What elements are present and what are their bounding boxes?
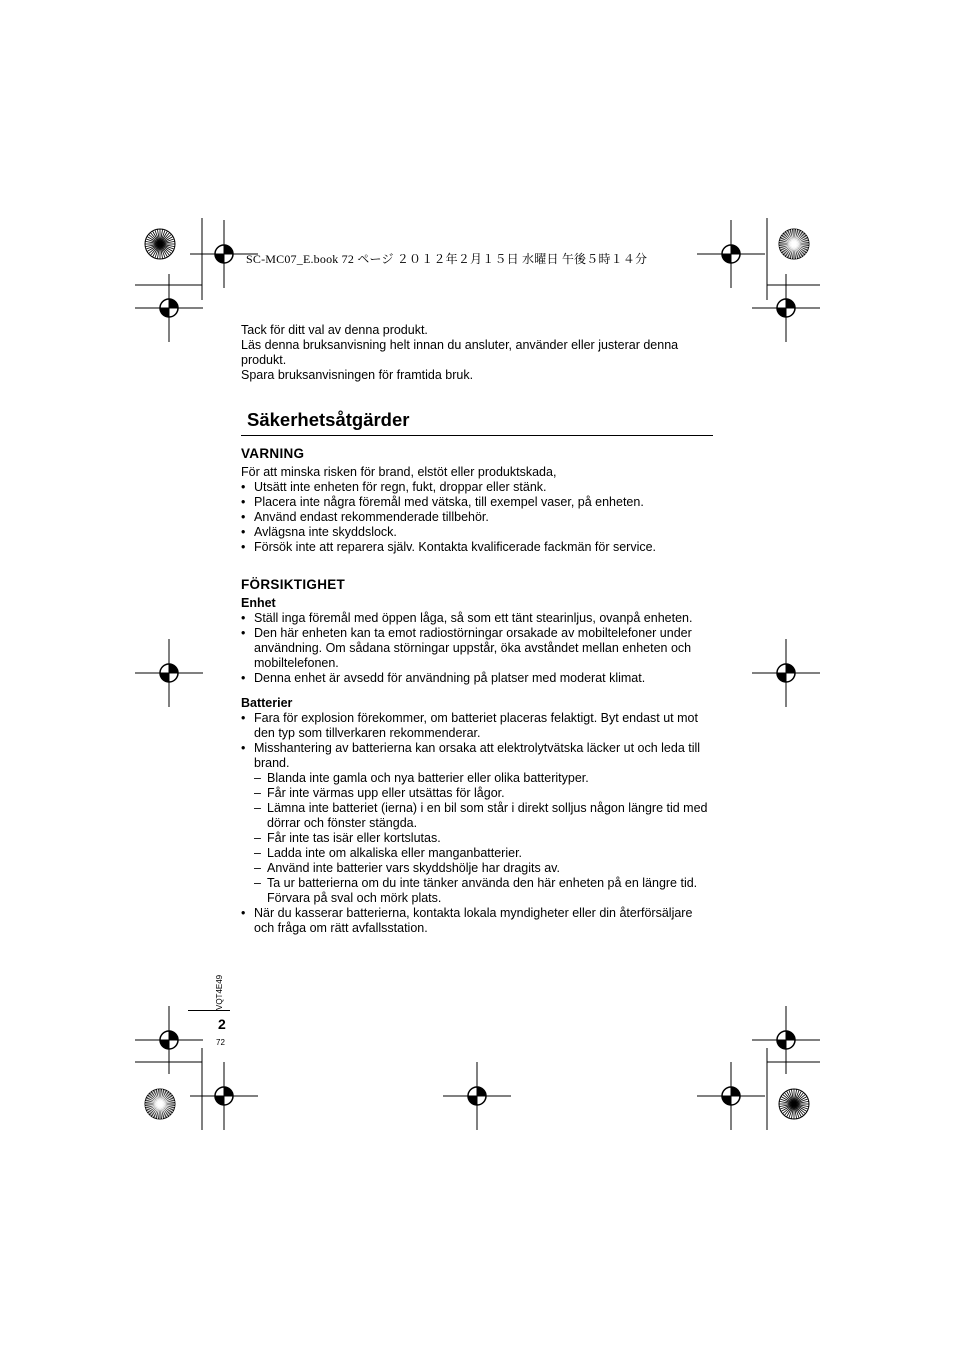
document-body [241, 323, 713, 936]
bullet: • [241, 540, 246, 554]
dash: – [254, 831, 261, 845]
bullet: • [241, 741, 246, 755]
warning-heading: VARNING [241, 446, 305, 461]
sheet-number: 72 [216, 1038, 225, 1047]
intro-line: Läs denna bruksanvisning helt innan du ansluter, använder eller justerar denna produkt. [241, 338, 679, 367]
list-item: • Ställ inga föremål med öppen låga, så som ett tänt stearinljus, ovanpå enheten. [241, 611, 693, 625]
registration-quadrant [169, 1031, 178, 1040]
registration-quadrant [777, 308, 786, 317]
dash: – [254, 801, 261, 815]
intro-paragraph [241, 323, 713, 383]
bullet: • [241, 626, 246, 640]
list-item: • Försök inte att reparera själv. Kontakta kvalificerade fackmän för service. [241, 540, 657, 554]
dash: – [254, 861, 261, 875]
list-item: • När du kasserar batterierna, kontakta lokala myndigheter eller din återförsäljare och fråga om rätt avfallsstation. [241, 906, 693, 935]
section-divider [241, 435, 713, 436]
unit-list [241, 611, 713, 686]
list-item: • Placera inte några föremål med vätska, till exempel vaser, på enheten. [241, 495, 644, 509]
print-header-line: SC-MC07_E.book 72 ページ ２０１２年２月１５日 水曜日 午後５時１４分 [246, 252, 648, 266]
list-item: • Utsätt inte enheten för regn, fukt, droppar eller stänk. [241, 480, 547, 494]
battery-list [241, 711, 713, 771]
registration-quadrant [777, 1040, 786, 1049]
bullet: • [241, 671, 246, 685]
list-item: • Använd endast rekommenderade tillbehör. [241, 510, 489, 524]
registration-quadrant [224, 245, 233, 254]
bullet: • [241, 906, 246, 920]
dash: – [254, 786, 261, 800]
list-item: • Misshantering av batterierna kan orsaka att elektrolytvätska läcker ut och leda till brand. [241, 741, 701, 770]
registration-quadrant [786, 299, 795, 308]
registration-quadrant [215, 1096, 224, 1105]
sublist-item: – Använd inte batterier vars skyddshölje har dragits av. [254, 861, 560, 875]
sublist-item: – Ladda inte om alkaliska eller manganbatterier. [254, 846, 523, 860]
sublist-item: – Blanda inte gamla och nya batterier eller olika batterityper. [254, 771, 589, 785]
registration-quadrant [160, 673, 169, 682]
list-item: • Den här enheten kan ta emot radiostörningar orsakade av mobiltelefoner under användning. Om sådana störningar uppstår, öka avståndet mellan enheten och mobiltelefonen. [241, 626, 692, 670]
bullet: • [241, 525, 246, 539]
registration-quadrant [477, 1087, 486, 1096]
registration-quadrant [468, 1096, 477, 1105]
registration-quadrant [786, 1031, 795, 1040]
registration-quadrant [160, 308, 169, 317]
registration-quadrant [777, 673, 786, 682]
list-item: • Fara för explosion förekommer, om batteriet placeras felaktigt. Byt endast ut mot den typ som tillverkaren rekommenderar. [241, 711, 698, 740]
battery-list-end [241, 906, 713, 936]
bullet: • [241, 495, 246, 509]
dash: – [254, 846, 261, 860]
registration-quadrant [731, 1087, 740, 1096]
bullet: • [241, 510, 246, 524]
intro-line: Spara bruksanvisningen för framtida bruk. [241, 368, 474, 382]
model-code: VQT4E49 [215, 974, 224, 1010]
list-item: • Avlägsna inte skyddslock. [241, 525, 397, 539]
registration-quadrant [224, 1087, 233, 1096]
bullet: • [241, 480, 246, 494]
unit-heading: Enhet [241, 596, 276, 610]
registration-quadrant [169, 664, 178, 673]
warning-list [241, 480, 713, 555]
warning-lead: För att minska risken för brand, elstöt eller produktskada, [241, 465, 557, 479]
battery-sublist [241, 771, 713, 906]
dash: – [254, 771, 261, 785]
battery-heading: Batterier [241, 696, 293, 710]
sublist-item: – Får inte tas isär eller kortslutas. [254, 831, 441, 845]
registration-quadrant [215, 254, 224, 263]
sublist-item: – Får inte värmas upp eller utsättas för lågor. [254, 786, 505, 800]
registration-quadrant [731, 245, 740, 254]
registration-quadrant [169, 299, 178, 308]
bullet: • [241, 611, 246, 625]
bullet: • [241, 711, 246, 725]
list-item: • Denna enhet är avsedd för användning på platser med moderat klimat. [241, 671, 646, 685]
registration-quadrant [786, 664, 795, 673]
section-title: Säkerhetsåtgärder [247, 409, 410, 430]
page-number: 2 [218, 1016, 226, 1032]
page-number-rule [188, 1010, 230, 1011]
sublist-item: – Lämna inte batteriet (ierna) i en bil som står i direkt solljus någon längre tid med dörrar och fönster stängda. [254, 801, 708, 830]
registration-quadrant [722, 1096, 731, 1105]
dash: – [254, 876, 261, 890]
registration-quadrant [160, 1040, 169, 1049]
registration-quadrant [722, 254, 731, 263]
sublist-item: – Ta ur batterierna om du inte tänker använda den här enheten på en längre tid. Förvara på sval och mörk plats. [254, 876, 698, 905]
caution-heading: FÖRSIKTIGHET [241, 577, 346, 592]
intro-line: Tack för ditt val av denna produkt. [241, 323, 428, 337]
